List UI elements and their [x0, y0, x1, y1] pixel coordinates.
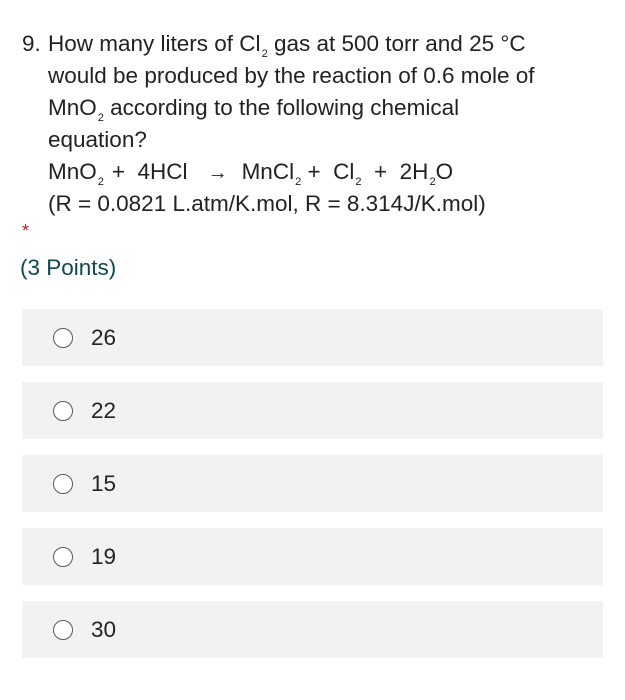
answer-options: [22, 309, 603, 674]
gas-constants: (R = 0.0821 L.atm/K.mol, R = 8.314J/K.mol): [48, 191, 486, 216]
reaction-arrow: →: [207, 162, 228, 184]
option-19[interactable]: [22, 528, 603, 585]
option-label: 22: [91, 397, 117, 423]
radio-button-icon[interactable]: [53, 328, 73, 348]
question-number: 9.: [22, 31, 41, 56]
radio-button-icon[interactable]: [53, 547, 73, 567]
option-label: 15: [91, 470, 117, 496]
question-line-1: How many liters of $Cl_2$ gas at 500 torr and 25 °C: [48, 31, 526, 60]
option-label: 26: [91, 324, 117, 350]
option-label: 30: [91, 616, 117, 642]
option-22[interactable]: [22, 382, 603, 439]
question-text: [22, 28, 612, 220]
radio-button-icon[interactable]: [53, 620, 73, 640]
option-26[interactable]: [22, 309, 603, 366]
option-label: 19: [91, 543, 117, 569]
option-30[interactable]: [22, 601, 603, 658]
radio-button-icon[interactable]: [53, 401, 73, 421]
points-label: (3 Points): [20, 255, 117, 280]
radio-button-icon[interactable]: [53, 474, 73, 494]
required-asterisk: *: [22, 221, 30, 241]
question-line-2: would be produced by the reaction of 0.6 mole of: [48, 63, 535, 88]
question-line-3: MnO$_2$ according to the following chemical: [48, 95, 460, 124]
option-15[interactable]: [22, 455, 603, 512]
question-line-4: equation?: [48, 127, 147, 152]
chemical-equation: MnO$_2$ + 4HCl → MnCl$_2$ + $Cl_2 + 2H_2O$: [48, 159, 454, 188]
